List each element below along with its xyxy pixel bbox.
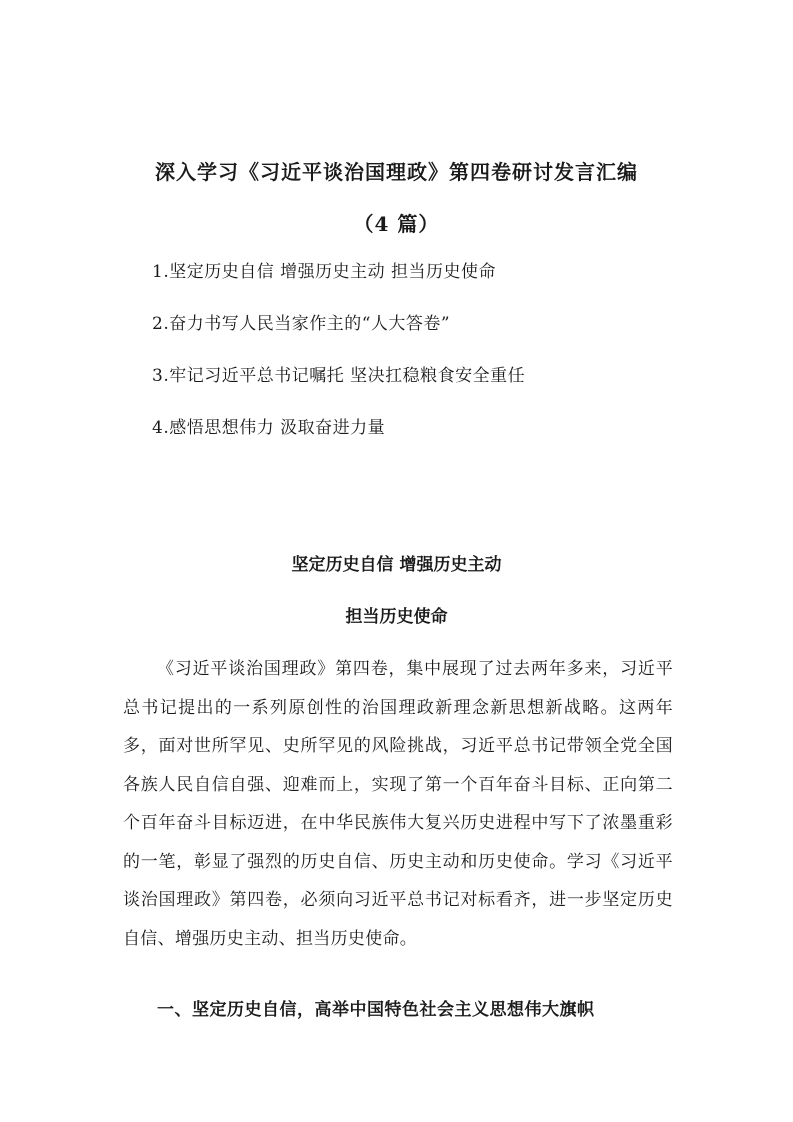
toc-item-3: 3.牢记习近平总书记嘱托 坚决扛稳粮食安全重任: [152, 366, 526, 386]
section-title: 坚定历史自信 增强历史主动: [291, 555, 502, 575]
table-of-contents: [152, 260, 525, 468]
section-title-continued: 担当历史使命: [345, 607, 448, 627]
body-paragraph: 《习近平谈治国理政》第四卷，集中展现了过去两年多来，习近平总书记提出的一系列原创性的治国理政新理念新思想新战略。这两年多，面对世所罕见、史所罕见的风险挑战，习近平总书记带领全党全国各族人民自信自强、迎难而上，实现了第一个百年奋斗目标、正向第二个百年奋斗目标迈进，在中华民族伟大复兴历史进程中写下了浓墨重彩的一笔，彰显了强烈的历史自信、历史主动和历史使命。学习《习近平谈治国理政》第四卷，必须向习近平总书记对标看齐，进一步坚定历史自信、增强历史主动、担当历史使命。: [123, 659, 673, 949]
toc-item-1: 1.坚定历史自信 增强历史主动 担当历史使命: [152, 262, 497, 282]
document-subtitle: （4 篇）: [353, 212, 440, 236]
toc-item-2: 2.奋力书写人民当家作主的“人大答卷”: [152, 314, 451, 334]
section-subheading: 一、坚定历史自信，高举中国特色社会主义思想伟大旗帜: [157, 1000, 595, 1020]
document-title: 深入学习《习近平谈治国理政》第四卷研讨发言汇编: [155, 160, 638, 184]
toc-item-4: 4.感悟思想伟力 汲取奋进力量: [152, 418, 386, 438]
